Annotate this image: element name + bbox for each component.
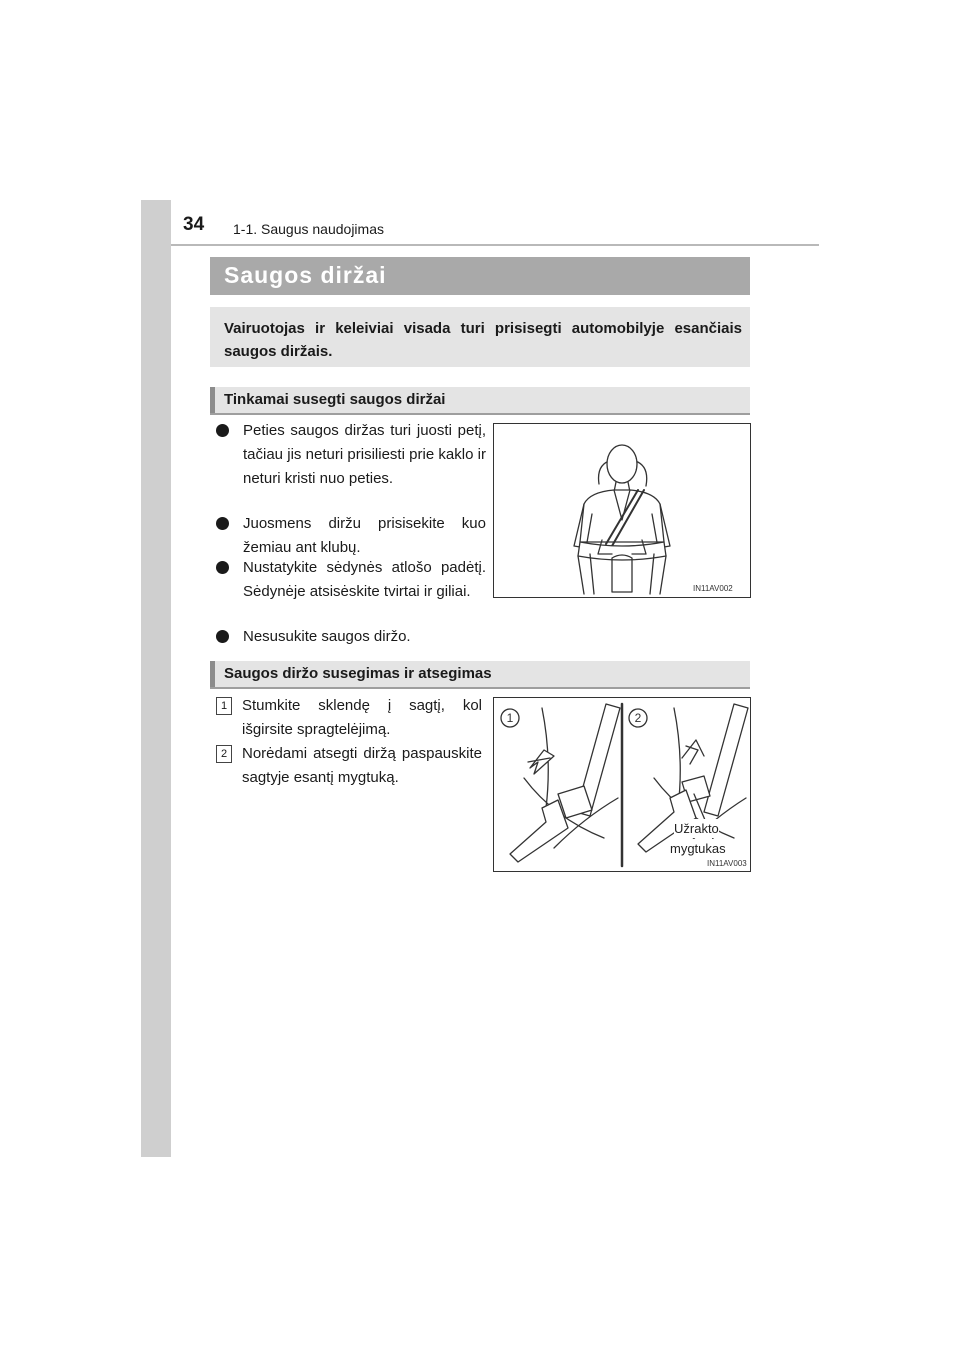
bullet-icon [216, 424, 229, 437]
bullet-text: Peties saugos diržas turi juosti petį, tačiau jis neturi prisiliesti prie kaklo ir neturi kristi nuo peties. [243, 422, 486, 487]
figure-code: IN11AV002 [693, 584, 733, 593]
step-number: 2 [216, 745, 232, 763]
section-title-bar [210, 257, 750, 295]
page-number: 34 [183, 214, 205, 235]
step-number: 1 [216, 697, 232, 715]
step-item [216, 694, 482, 742]
seated-person-illustration [493, 423, 751, 598]
subsection-heading-fastening [210, 661, 750, 689]
bullet-icon [216, 630, 229, 643]
step-item [216, 742, 482, 790]
section-title: Saugos diržai [224, 262, 387, 288]
bullet-text: Nustatykite sėdynės atlošo padėtį. Sėdynėje atsisėskite tvirtai ir giliai. [243, 559, 486, 600]
bullet-text: Nesusukite saugos diržo. [243, 628, 411, 645]
subsection-heading-text: Saugos diržo susegimas ir atsegimas [224, 665, 492, 682]
bullet-icon [216, 517, 229, 530]
bullet-item [216, 419, 486, 491]
callout-label-line1: Užrakto [674, 821, 719, 836]
panel-2-label: 2 [634, 711, 642, 725]
page-sidebar-tab [141, 200, 171, 1157]
callout-label-line2: mygtukas [670, 841, 726, 856]
bullet-text: Juosmens diržu prisisekite kuo žemiau ant klubų. [243, 515, 486, 556]
subsection-heading-text: Tinkamai susegti saugos diržai [224, 391, 446, 408]
step-text: Norėdami atsegti diržą paspauskite sagtyje esantį mygtuką. [242, 745, 482, 786]
intro-box [210, 307, 750, 367]
buckle-illustration [493, 697, 751, 872]
panel-1-label: 1 [506, 711, 514, 725]
bullet-item [216, 512, 486, 560]
subsection-heading-proper-wearing [210, 387, 750, 415]
running-title: 1-1. Saugus naudojimas [233, 221, 384, 237]
intro-text: Vairuotojas ir keleiviai visada turi prisisegti automobilyje esančiais saugos diržais. [224, 320, 742, 360]
bullet-item [216, 625, 486, 649]
header-rule [171, 244, 819, 246]
figure-code: IN11AV003 [707, 859, 747, 868]
step-text: Stumkite sklendę į sagtį, kol išgirsite spragtelėjimą. [242, 697, 482, 738]
seated-person-drawing [494, 424, 750, 597]
bullet-icon [216, 561, 229, 574]
bullet-item [216, 556, 486, 604]
